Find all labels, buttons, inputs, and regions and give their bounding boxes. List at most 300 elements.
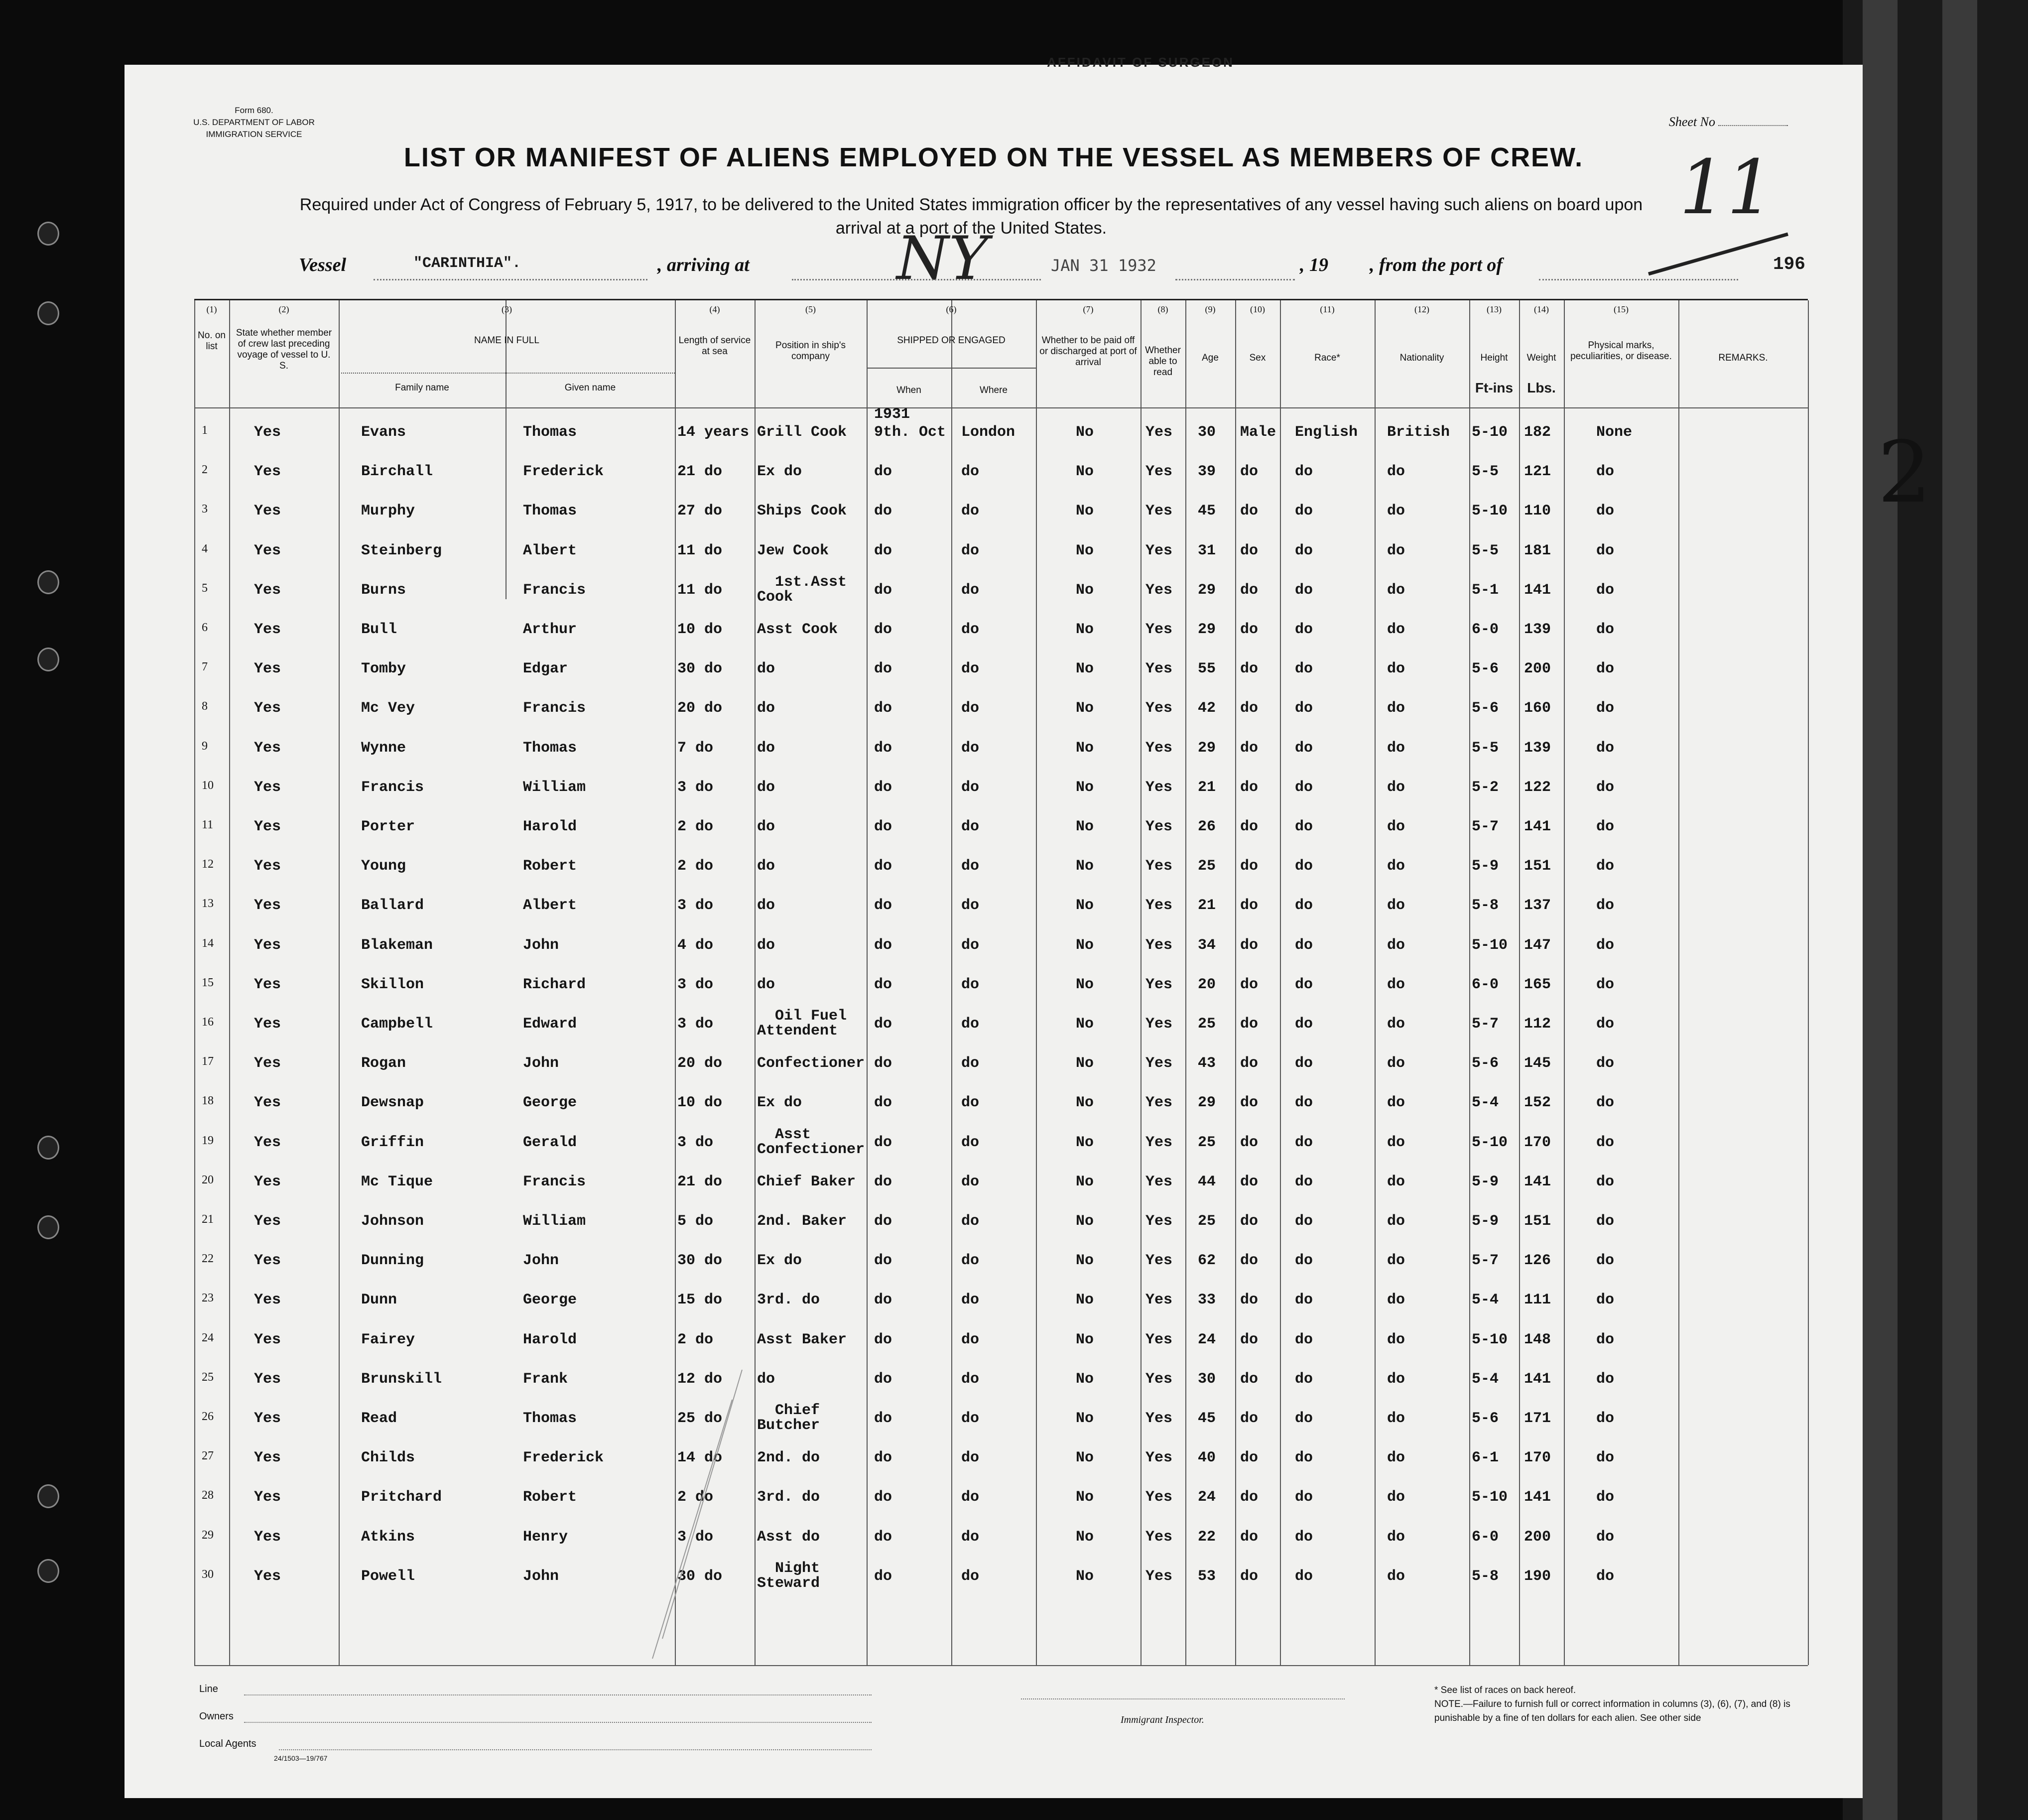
vessel-label: Vessel <box>299 255 346 275</box>
family-name-cell: Murphy <box>361 503 415 520</box>
able-to-read-cell: Yes <box>1145 621 1173 638</box>
member-cell: Yes <box>254 858 281 875</box>
binder-hole <box>37 1484 59 1508</box>
physical-cell: do <box>1596 621 1615 638</box>
where-cell: do <box>961 1292 980 1309</box>
age-cell: 42 <box>1198 700 1216 717</box>
row-number: 6 <box>202 621 208 634</box>
able-to-read-cell: Yes <box>1145 739 1173 757</box>
physical-cell: do <box>1596 976 1615 993</box>
table-row <box>194 1489 1808 1528</box>
manifest-table <box>194 299 1808 1665</box>
department: U.S. DEPARTMENT OF LABOR <box>193 118 315 127</box>
height-cell: 5-4 <box>1472 1292 1499 1309</box>
able-to-read-cell: Yes <box>1145 542 1173 559</box>
service-cell: 3 do <box>677 1528 714 1546</box>
row-number: 19 <box>202 1134 214 1147</box>
position-cell: Chief Baker <box>757 1173 856 1190</box>
binder-hole <box>37 1559 59 1583</box>
nationality-cell: do <box>1387 1567 1405 1585</box>
height-cell: 5-10 <box>1472 1134 1508 1151</box>
nationality-cell: do <box>1387 1331 1405 1348</box>
dotted-line <box>244 1722 872 1723</box>
given-name-cell: Edgar <box>523 660 568 678</box>
year-label: , 19 <box>1300 255 1328 275</box>
sex-cell: do <box>1240 1528 1259 1546</box>
position-cell: Night Steward <box>757 1560 820 1592</box>
service: IMMIGRATION SERVICE <box>206 130 302 139</box>
given-name-cell: Albert <box>523 897 577 914</box>
colnum-2: (2) <box>278 304 289 314</box>
member-cell: Yes <box>254 1055 281 1072</box>
height-cell: 5-6 <box>1472 1055 1499 1072</box>
sex-cell: do <box>1240 1094 1259 1112</box>
age-cell: 44 <box>1198 1173 1216 1190</box>
sex-cell: do <box>1240 739 1259 757</box>
table-row <box>194 621 1808 660</box>
inspector-label: Immigrant Inspector. <box>1121 1714 1204 1725</box>
family-name-cell: Blakeman <box>361 936 433 954</box>
sex-cell: do <box>1240 1252 1259 1270</box>
paid-off-cell: No <box>1076 1016 1094 1033</box>
age-cell: 29 <box>1198 581 1216 599</box>
service-cell: 14 years <box>677 424 750 441</box>
when-cell: do <box>874 1410 892 1427</box>
where-cell: do <box>961 1331 980 1348</box>
when-cell: do <box>874 1213 892 1230</box>
family-name-cell: Dunning <box>361 1252 424 1270</box>
sex-cell: do <box>1240 1213 1259 1230</box>
row-number: 18 <box>202 1094 214 1108</box>
where-cell: do <box>961 1016 980 1033</box>
given-name-cell: Francis <box>523 1173 586 1190</box>
page-title: LIST OR MANIFEST OF ALIENS EMPLOYED ON THE VESSEL AS MEMBERS OF CREW. <box>403 142 1584 172</box>
sex-cell: do <box>1240 858 1259 875</box>
given-name-cell: George <box>523 1292 577 1309</box>
service-cell: 2 do <box>677 818 714 835</box>
table-row <box>194 779 1808 818</box>
nationality-cell: do <box>1387 897 1405 914</box>
weight-cell: 145 <box>1524 1055 1551 1072</box>
age-cell: 30 <box>1198 1370 1216 1388</box>
weight-cell: 181 <box>1524 542 1551 559</box>
where-cell: London <box>961 424 1015 441</box>
paid-off-cell: No <box>1076 463 1094 481</box>
physical-cell: do <box>1596 897 1615 914</box>
nationality-cell: do <box>1387 1292 1405 1309</box>
member-cell: Yes <box>254 660 281 678</box>
service-cell: 7 do <box>677 739 714 757</box>
when-cell: do <box>874 503 892 520</box>
member-cell: Yes <box>254 1410 281 1427</box>
service-cell: 4 do <box>677 936 714 954</box>
physical-cell: do <box>1596 739 1615 757</box>
when-cell: do <box>874 1528 892 1546</box>
weight-cell: 165 <box>1524 976 1551 993</box>
when-cell: do <box>874 542 892 559</box>
height-cell: 5-10 <box>1472 1331 1508 1348</box>
given-name-cell: William <box>523 1213 586 1230</box>
sex-cell: do <box>1240 581 1259 599</box>
able-to-read-cell: Yes <box>1145 897 1173 914</box>
position-cell: Asst Baker <box>757 1331 847 1348</box>
row-number: 16 <box>202 1016 214 1029</box>
sex-cell: Male <box>1240 424 1276 441</box>
table-row <box>194 1449 1808 1488</box>
age-cell: 29 <box>1198 621 1216 638</box>
able-to-read-cell: Yes <box>1145 1055 1173 1072</box>
member-cell: Yes <box>254 1213 281 1230</box>
header-height: Height <box>1480 353 1508 363</box>
paid-off-cell: No <box>1076 660 1094 678</box>
nationality-cell: do <box>1387 936 1405 954</box>
physical-cell: do <box>1596 1134 1615 1151</box>
physical-cell: do <box>1596 1094 1615 1112</box>
sex-cell: do <box>1240 503 1259 520</box>
service-cell: 15 do <box>677 1292 723 1309</box>
sex-cell: do <box>1240 1449 1259 1467</box>
race-cell: do <box>1295 1134 1313 1151</box>
physical-cell: do <box>1596 542 1615 559</box>
member-cell: Yes <box>254 976 281 993</box>
physical-cell: do <box>1596 1055 1615 1072</box>
where-cell: do <box>961 897 980 914</box>
where-cell: do <box>961 1134 980 1151</box>
height-cell: 5-6 <box>1472 1410 1499 1427</box>
able-to-read-cell: Yes <box>1145 936 1173 954</box>
height-cell: 5-9 <box>1472 1213 1499 1230</box>
when-cell: do <box>874 818 892 835</box>
physical-cell: do <box>1596 660 1615 678</box>
weight-cell: 200 <box>1524 660 1551 678</box>
sex-cell: do <box>1240 700 1259 717</box>
given-name-cell: Frederick <box>523 463 604 481</box>
row-number: 2 <box>202 463 208 477</box>
sex-cell: do <box>1240 1567 1259 1585</box>
able-to-read-cell: Yes <box>1145 424 1173 441</box>
weight-cell: 182 <box>1524 424 1551 441</box>
row-number: 10 <box>202 779 214 792</box>
where-cell: do <box>961 936 980 954</box>
position-cell: Confectioner <box>757 1055 865 1072</box>
weight-cell: 160 <box>1524 700 1551 717</box>
when-cell: do <box>874 1094 892 1112</box>
sex-cell: do <box>1240 936 1259 954</box>
weight-cell: 141 <box>1524 1173 1551 1190</box>
paid-off-cell: No <box>1076 1410 1094 1427</box>
paid-off-cell: No <box>1076 1489 1094 1506</box>
age-cell: 39 <box>1198 463 1216 481</box>
paid-off-cell: No <box>1076 779 1094 796</box>
height-cell: 5-10 <box>1472 1489 1508 1506</box>
weight-cell: 110 <box>1524 503 1551 520</box>
weight-cell: 139 <box>1524 739 1551 757</box>
where-cell: do <box>961 1489 980 1506</box>
row-number: 20 <box>202 1173 214 1186</box>
table-row <box>194 573 1808 621</box>
nationality-cell: do <box>1387 700 1405 717</box>
header-paid-off: Whether to be paid off or discharged at port of arrival <box>1039 335 1137 368</box>
table-row <box>194 858 1808 897</box>
able-to-read-cell: Yes <box>1145 818 1173 835</box>
family-name-cell: Young <box>361 858 406 875</box>
nationality-cell: do <box>1387 1528 1405 1546</box>
height-cell: 5-10 <box>1472 936 1508 954</box>
sex-cell: do <box>1240 1134 1259 1151</box>
row-number: 29 <box>202 1528 214 1542</box>
colnum-6: (6) <box>946 304 957 314</box>
given-name-cell: Robert <box>523 1489 577 1506</box>
page-subtitle: Required under Act of Congress of February 5, 1917, to be delivered to the United States immigration officer by the representatives of any vessel having such aliens on board upon arrival at a port of the United States. <box>299 195 1643 238</box>
nationality-cell: do <box>1387 1094 1405 1112</box>
physical-cell: do <box>1596 1252 1615 1270</box>
nationality-cell: do <box>1387 1173 1405 1190</box>
back-sheet-edge <box>1863 0 1898 1820</box>
age-cell: 22 <box>1198 1528 1216 1546</box>
physical-cell: None <box>1596 424 1633 441</box>
age-cell: 26 <box>1198 818 1216 835</box>
paid-off-cell: No <box>1076 1252 1094 1270</box>
when-cell: do <box>874 1449 892 1467</box>
binder-hole <box>37 648 59 671</box>
family-name-cell: Rogan <box>361 1055 406 1072</box>
form-identifier <box>164 105 344 140</box>
member-cell: Yes <box>254 1134 281 1151</box>
able-to-read-cell: Yes <box>1145 1134 1173 1151</box>
position-cell: Asst Cook <box>757 621 838 638</box>
weight-cell: 126 <box>1524 1252 1551 1270</box>
where-cell: do <box>961 858 980 875</box>
where-cell: do <box>961 660 980 678</box>
table-row <box>194 1173 1808 1212</box>
when-cell: do <box>874 1489 892 1506</box>
given-name-cell: Francis <box>523 700 586 717</box>
height-cell: 6-0 <box>1472 1528 1499 1546</box>
when-cell: do <box>874 700 892 717</box>
family-name-cell: Steinberg <box>361 542 442 559</box>
member-cell: Yes <box>254 739 281 757</box>
member-cell: Yes <box>254 463 281 481</box>
race-cell: do <box>1295 1331 1313 1348</box>
able-to-read-cell: Yes <box>1145 1449 1173 1467</box>
able-to-read-cell: Yes <box>1145 581 1173 599</box>
member-cell: Yes <box>254 1252 281 1270</box>
colnum-8: (8) <box>1157 304 1168 314</box>
service-cell: 30 do <box>677 1252 723 1270</box>
able-to-read-cell: Yes <box>1145 1410 1173 1427</box>
paid-off-cell: No <box>1076 976 1094 993</box>
weight-cell: 121 <box>1524 463 1551 481</box>
race-cell: do <box>1295 503 1313 520</box>
physical-cell: do <box>1596 1331 1615 1348</box>
paid-off-cell: No <box>1076 424 1094 441</box>
age-cell: 30 <box>1198 424 1216 441</box>
binder-hole <box>37 222 59 246</box>
physical-cell: do <box>1596 1292 1615 1309</box>
height-cell: 5-1 <box>1472 581 1499 599</box>
family-name-cell: Childs <box>361 1449 415 1467</box>
vessel-name: "CARINTHIA". <box>413 255 521 272</box>
when-cell: do <box>874 660 892 678</box>
position-cell: 1st.Asst Cook <box>757 573 847 606</box>
race-cell: do <box>1295 1528 1313 1546</box>
sex-cell: do <box>1240 1016 1259 1033</box>
sex-cell: do <box>1240 1292 1259 1309</box>
paid-off-cell: No <box>1076 1055 1094 1072</box>
able-to-read-cell: Yes <box>1145 1213 1173 1230</box>
age-cell: 29 <box>1198 1094 1216 1112</box>
where-cell: do <box>961 1213 980 1230</box>
sex-cell: do <box>1240 1331 1259 1348</box>
table-row <box>194 1055 1808 1094</box>
row-number: 21 <box>202 1213 214 1226</box>
binder-hole <box>37 1215 59 1239</box>
form-number: Form 680. <box>235 106 273 115</box>
where-cell: do <box>961 581 980 599</box>
physical-cell: do <box>1596 503 1615 520</box>
header-state-member: State whether member of crew last preceding voyage of vessel to U. S. <box>236 328 332 371</box>
height-cell: 6-0 <box>1472 976 1499 993</box>
row-number: 22 <box>202 1252 214 1266</box>
service-cell: 3 do <box>677 1134 714 1151</box>
header-remarks: REMARKS. <box>1718 353 1768 363</box>
race-cell: do <box>1295 1252 1313 1270</box>
service-cell: 3 do <box>677 779 714 796</box>
height-cell: 5-6 <box>1472 660 1499 678</box>
physical-cell: do <box>1596 1213 1615 1230</box>
age-cell: 25 <box>1198 1213 1216 1230</box>
position-cell: Jew Cook <box>757 542 829 559</box>
colnum-1: (1) <box>206 304 217 314</box>
nationality-cell: do <box>1387 1134 1405 1151</box>
dotted-line <box>244 1694 872 1695</box>
row-number: 13 <box>202 897 214 910</box>
physical-cell: do <box>1596 463 1615 481</box>
physical-cell: do <box>1596 1410 1615 1427</box>
service-cell: 30 do <box>677 1567 723 1585</box>
service-cell: 25 do <box>677 1410 723 1427</box>
when-cell: do <box>874 1331 892 1348</box>
row-rule <box>867 368 1036 369</box>
service-cell: 30 do <box>677 660 723 678</box>
race-cell: English <box>1295 424 1358 441</box>
age-cell: 31 <box>1198 542 1216 559</box>
family-name-cell: Skillon <box>361 976 424 993</box>
position-cell: do <box>757 779 775 796</box>
position-cell: do <box>757 936 775 954</box>
when-cell: do <box>874 1134 892 1151</box>
table-row <box>194 503 1808 541</box>
age-cell: 62 <box>1198 1252 1216 1270</box>
race-cell: do <box>1295 1094 1313 1112</box>
where-cell: do <box>961 1449 980 1467</box>
member-cell: Yes <box>254 1370 281 1388</box>
service-cell: 11 do <box>677 542 723 559</box>
nationality-cell: do <box>1387 1489 1405 1506</box>
dotted-line <box>279 1749 872 1750</box>
where-cell: do <box>961 976 980 993</box>
nationality-cell: do <box>1387 463 1405 481</box>
service-cell: 11 do <box>677 581 723 599</box>
able-to-read-cell: Yes <box>1145 1370 1173 1388</box>
when-cell: do <box>874 463 892 481</box>
row-number: 1 <box>202 424 208 437</box>
footnote-penalty: NOTE.—Failure to furnish full or correct information in columns (3), (6), (7), and (8) is punishable by a fine of ten dollars for each alien. See other side <box>1434 1699 1790 1723</box>
when-cell: do <box>874 1370 892 1388</box>
row-number: 26 <box>202 1410 214 1423</box>
member-cell: Yes <box>254 542 281 559</box>
footnote-races: * See list of races on back hereof. <box>1434 1685 1576 1695</box>
table-row <box>194 1331 1808 1370</box>
header-no-on-list: No. on list <box>198 330 226 352</box>
able-to-read-cell: Yes <box>1145 1331 1173 1348</box>
physical-cell: do <box>1596 1567 1615 1585</box>
service-cell: 14 do <box>677 1449 723 1467</box>
race-cell: do <box>1295 858 1313 875</box>
row-number: 28 <box>202 1489 214 1502</box>
member-cell: Yes <box>254 936 281 954</box>
when-cell: do <box>874 621 892 638</box>
paid-off-cell: No <box>1076 818 1094 835</box>
position-cell: 3rd. do <box>757 1489 820 1506</box>
nationality-cell: do <box>1387 621 1405 638</box>
physical-cell: do <box>1596 936 1615 954</box>
age-cell: 25 <box>1198 858 1216 875</box>
able-to-read-cell: Yes <box>1145 779 1173 796</box>
height-cell: 5-7 <box>1472 1252 1499 1270</box>
when-cell: do <box>874 739 892 757</box>
paid-off-cell: No <box>1076 503 1094 520</box>
height-cell: 5-8 <box>1472 897 1499 914</box>
nationality-cell: do <box>1387 858 1405 875</box>
weight-cell: 141 <box>1524 581 1551 599</box>
sex-cell: do <box>1240 660 1259 678</box>
nationality-cell: do <box>1387 818 1405 835</box>
table-row <box>194 818 1808 857</box>
given-name-cell: Harold <box>523 1331 577 1348</box>
nationality-cell: do <box>1387 779 1405 796</box>
race-cell: do <box>1295 1016 1313 1033</box>
bottom-rule <box>194 1665 1808 1666</box>
paid-off-cell: No <box>1076 1292 1094 1309</box>
header-given-name: Given name <box>564 383 616 393</box>
age-cell: 45 <box>1198 503 1216 520</box>
race-cell: do <box>1295 818 1313 835</box>
given-name-cell: George <box>523 1094 577 1112</box>
local-agents-label: Local Agents <box>199 1738 256 1749</box>
able-to-read-cell: Yes <box>1145 1292 1173 1309</box>
family-name-cell: Burns <box>361 581 406 599</box>
position-cell: do <box>757 858 775 875</box>
sex-cell: do <box>1240 1055 1259 1072</box>
service-cell: 21 do <box>677 1173 723 1190</box>
age-cell: 33 <box>1198 1292 1216 1309</box>
height-cell: 5-2 <box>1472 779 1499 796</box>
service-cell: 3 do <box>677 897 714 914</box>
dotted-line <box>1175 279 1295 280</box>
age-cell: 40 <box>1198 1449 1216 1467</box>
member-cell: Yes <box>254 1016 281 1033</box>
row-number: 5 <box>202 581 208 595</box>
given-name-cell: Albert <box>523 542 577 559</box>
when-cell: do <box>874 1055 892 1072</box>
where-cell: do <box>961 503 980 520</box>
given-name-cell: John <box>523 1055 559 1072</box>
row-number: 4 <box>202 542 208 555</box>
family-name-cell: Johnson <box>361 1213 424 1230</box>
member-cell: Yes <box>254 700 281 717</box>
race-cell: do <box>1295 1449 1313 1467</box>
